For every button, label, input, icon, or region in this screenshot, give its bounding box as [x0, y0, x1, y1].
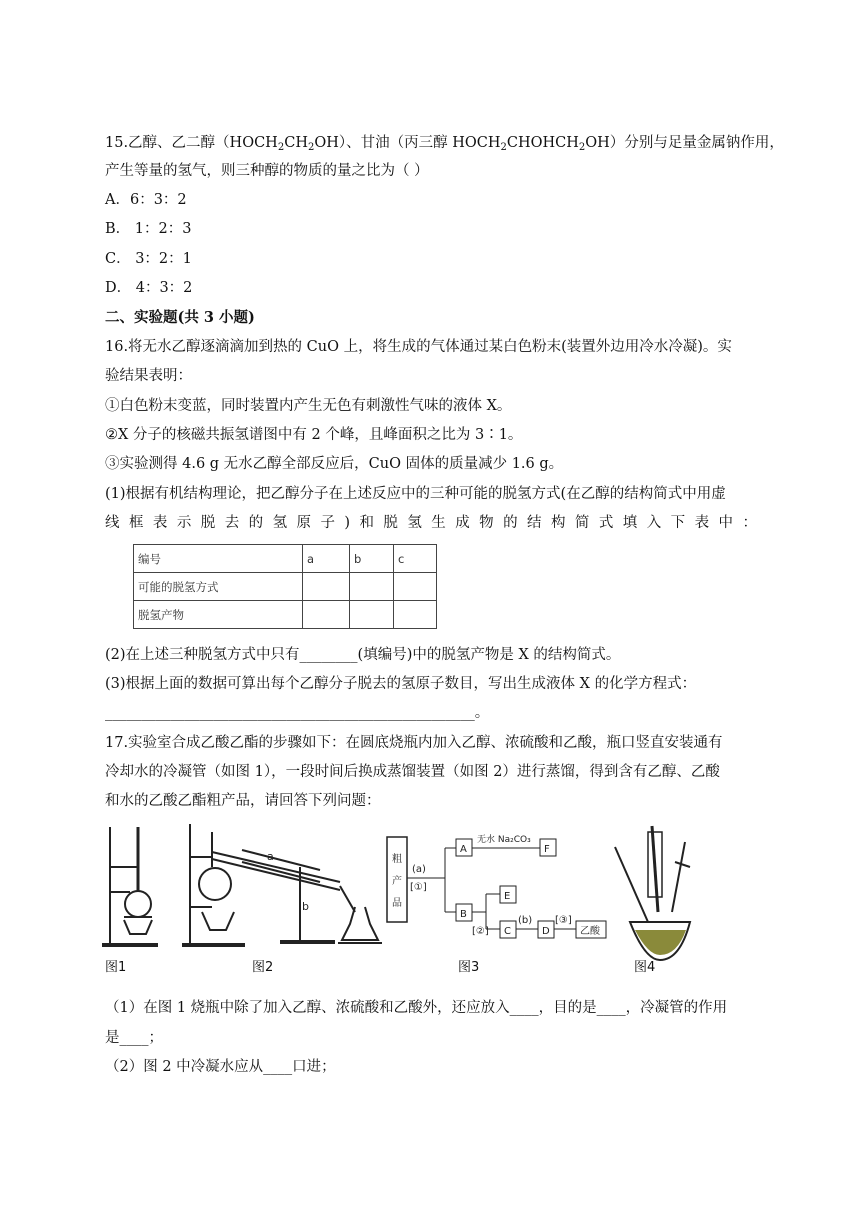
table-row: [134, 601, 437, 629]
flow-start-char: 产: [392, 876, 402, 887]
q16-line2: 验结果表明：: [105, 368, 192, 384]
q15-option-c: C． 3：2：1: [105, 251, 192, 267]
fig2-label-b: b: [302, 900, 309, 913]
flow-end-acetic-acid: 乙酸: [580, 926, 600, 937]
flow-step-2: [②]: [472, 926, 489, 937]
flow-step-3: [③]: [555, 915, 572, 926]
flow-box-c: C: [504, 926, 511, 937]
q17-line1: 17.实验室合成乙酸乙酯的步骤如下：在圆底烧瓶内加入乙醇、浓硫酸和乙酸，瓶口竖直安装通有: [105, 735, 723, 751]
table-cell: [303, 601, 350, 629]
table-row: [134, 573, 437, 601]
q16-part1-line1: (1)根据有机结构理论，把乙醇分子在上述反应中的三种可能的脱氢方式(在乙醇的结构简式中用虚: [105, 486, 726, 502]
table-cell: [394, 573, 437, 601]
q16-part3-line2: ___________________________________________________。: [105, 705, 490, 721]
q16-result-2: ②X 分子的核磁共振氢谱图中有 2 个峰，且峰面积之比为 3∶1。: [105, 427, 523, 443]
apparatus-figures: [100, 812, 780, 982]
figure-caption-4: 图4: [634, 960, 656, 975]
flow-box-f: F: [544, 844, 550, 855]
table-cell: [303, 573, 350, 601]
dehydrogenation-table: [133, 544, 437, 629]
flow-step-b: (b): [518, 915, 533, 926]
q16-result-3: ③实验测得 4.6 g 无水乙醇全部反应后，CuO 固体的质量减少 1.6 g。: [105, 456, 564, 472]
flow-start-char: 品: [392, 898, 402, 909]
q15-option-b: B． 1：2：3: [105, 221, 192, 237]
flow-box-a: A: [460, 844, 467, 855]
q17-line3: 和水的乙酸乙酯粗产品，请回答下列问题：: [105, 793, 381, 809]
figure-caption-3: 图3: [458, 960, 480, 975]
q15-line2: 产生等量的氢气，则三种醇的物质的量之比为（ ）: [105, 163, 429, 179]
flow-box-b: B: [460, 909, 467, 920]
q16-result-1: ①白色粉末变蓝，同时装置内产生无色有刺激性气味的液体 X。: [105, 398, 512, 414]
q15-option-a: A．6：3：2: [105, 192, 187, 208]
flow-step-1: [①]: [410, 882, 427, 893]
q17-part1-line2: 是____；: [105, 1030, 163, 1046]
figure-caption-1: 图1: [105, 960, 127, 975]
q16-part1-line2: 线框表示脱去的氢原子)和脱氢生成物的结构简式填入下表中：: [105, 515, 757, 531]
flow-box-d: D: [542, 926, 550, 937]
table-row-label: 脱氢产物: [134, 601, 303, 629]
q16-line1: 16.将无水乙醇逐滴滴加到热的 CuO 上，将生成的气体通过某白色粉末(装置外边用冷水冷凝)。实: [105, 339, 732, 355]
table-cell: [394, 601, 437, 629]
fig2-label-a: a: [267, 850, 274, 863]
flow-start-char: 粗: [392, 854, 402, 865]
table-cell: [350, 601, 394, 629]
flow-step-a: (a): [412, 864, 426, 875]
figure-2-distillation: [182, 824, 382, 945]
table-cell: [350, 573, 394, 601]
table-header-cell: a: [303, 545, 350, 573]
table-header-cell: 编号: [134, 545, 303, 573]
q17-part1-line1: （1）在图 1 烧瓶中除了加入乙醇、浓硫酸和乙酸外，还应放入____，目的是____，冷凝管的作用: [105, 1000, 728, 1016]
section-heading: 二、实验题(共 3 小题): [105, 309, 255, 326]
q17-line2: 冷却水的冷凝管（如图 1），一段时间后换成蒸馏装置（如图 2）进行蒸馏，得到含有乙醇、乙酸: [105, 764, 720, 780]
figure-3-flowchart: [387, 833, 606, 938]
table-header-cell: b: [350, 545, 394, 573]
q16-part3-line1: (3)根据上面的数据可算出每个乙醇分子脱去的氢原子数目，写出生成液体 X 的化学方程式：: [105, 676, 697, 692]
figure-caption-2: 图2: [252, 960, 274, 975]
q15-line1: 15.乙醇、乙二醇$(HOCH_2CH_2OH)$、甘油（丙三醇 $HOCH_2CHOHCH_2OH$）分别与足量金属钠作用，: [105, 135, 784, 153]
q17-part2: （2）图 2 中冷凝水应从____口进；: [105, 1059, 336, 1075]
table-row-label: 可能的脱氢方式: [134, 573, 303, 601]
q15-option-d: D． 4：3：2: [105, 280, 193, 296]
flow-box-e: E: [504, 891, 511, 902]
table-row: [134, 545, 437, 573]
apparatus-drawing: [100, 812, 780, 982]
figure-1-reflux: [102, 827, 158, 945]
table-header-cell: c: [394, 545, 437, 573]
flow-reagent: 无水 Na₂CO₃: [477, 835, 531, 845]
figure-4-three-neck-flask: [615, 826, 690, 960]
q16-part2: (2)在上述三种脱氢方式中只有________(填编号)中的脱氢产物是 X 的结构简式。: [105, 647, 621, 663]
